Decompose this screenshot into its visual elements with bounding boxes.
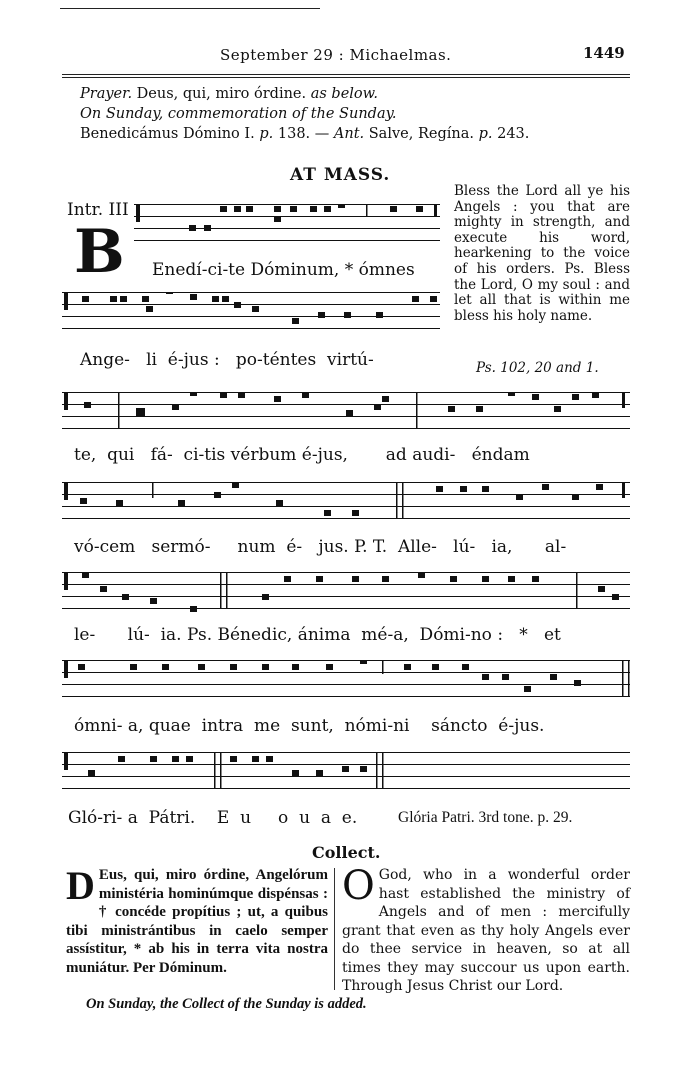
- rubric-sunday: On Sunday, commemoration of the Sunday.: [80, 106, 397, 122]
- lyric-line-6: ómni- a, quae intra me sunt, nómi-ni sáncto é-jus.: [74, 716, 545, 736]
- collect-english-initial: O: [342, 863, 375, 909]
- rubric-prayer: [80, 86, 378, 102]
- collect-heading: Collect.: [312, 843, 381, 862]
- collect-latin-text: Eus, qui, miro órdine, Angelórum ministéria hominúmque dispénsas : † concéde propítius ; ut, a quibus tibi ministrántibus in caelo semper assístitur, * ab his in terra vita nostra muniátur. Per Dóminum.: [66, 867, 328, 976]
- chant-staff-5: [62, 572, 630, 616]
- rubric-benedicamus-c: Salve, Regína.: [364, 126, 479, 142]
- header-rule: [62, 74, 630, 75]
- chant-staff-4: [62, 482, 630, 526]
- lyric-line-3: te, qui fá- ci-tis vérbum é-jus, ad audi- éndam: [74, 445, 530, 465]
- neumes-5: [62, 572, 630, 616]
- page-number: 1449: [583, 44, 625, 62]
- top-rule: [60, 8, 320, 9]
- rubric-prayer-label: Prayer.: [80, 86, 133, 102]
- neumes-6: [62, 660, 630, 704]
- at-mass-heading: AT MASS.: [290, 165, 391, 185]
- collect-english: [342, 863, 630, 996]
- running-header: September 29 : Michaelmas.: [220, 46, 452, 64]
- rubric-page-abbr-2: p.: [478, 126, 493, 142]
- rubric-benedicamus-d: 243.: [492, 126, 530, 142]
- lyric-line-2: Ange- li é-jus : po-téntes virtú-: [80, 350, 374, 370]
- chant-staff-6: [62, 660, 630, 704]
- rubric-prayer-text: Deus, qui, miro órdine.: [132, 86, 307, 102]
- rubric-ant: Ant.: [333, 126, 365, 142]
- collect-latin: [66, 863, 328, 977]
- neumes-7: [62, 752, 630, 796]
- rubric-page-abbr: p.: [259, 126, 274, 142]
- gloria-reference: Glória Patri. 3rd tone. p. 29.: [398, 809, 573, 826]
- rubric-prayer-tail: as below.: [306, 86, 378, 102]
- neumes-1: [134, 204, 440, 248]
- chant-staff-7: [62, 752, 630, 796]
- lyric-line-5: le- lú- ia. Ps. Bénedic, ánima mé-a, Dómi-no : * et: [74, 625, 561, 645]
- introit-label: Intr. III: [67, 200, 129, 220]
- chant-staff-2: [62, 292, 440, 336]
- neumes-4: [62, 482, 630, 526]
- footer-rubric: On Sunday, the Collect of the Sunday is added.: [86, 996, 367, 1012]
- lyric-line-1: Enedí-ci-te Dóminum, * ómnes: [152, 260, 415, 280]
- collect-english-text: God, who in a wonderful order hast established the ministry of Angels and of men : mercifully grant that even as thy holy Angels ever do thee service in heaven, so at all times they may succour us upon earth. Through Jesus Christ our Lord.: [342, 867, 630, 994]
- chant-staff-3: [62, 392, 630, 436]
- rubric-benedicamus-a: Benedicámus Dómino I.: [80, 126, 260, 142]
- rubric-benedicamus: [80, 126, 529, 142]
- introit-initial: B: [74, 217, 125, 287]
- column-divider: [334, 868, 335, 990]
- neumes-3: [62, 392, 630, 436]
- introit-citation: Ps. 102, 20 and 1.: [476, 360, 599, 376]
- lyric-line-4: vó-cem sermó- num é- jus. P. T. Alle- lú- ia, al-: [74, 537, 567, 557]
- lyric-line-7: Gló-ri- a Pátri. E u o u a e.: [68, 808, 358, 828]
- chant-staff-1: [134, 204, 440, 248]
- header-rule-2: [62, 77, 630, 78]
- collect-latin-initial: D: [66, 863, 95, 908]
- neumes-2: [62, 292, 440, 336]
- rubric-benedicamus-b: 138. —: [273, 126, 334, 142]
- introit-translation: Bless the Lord all ye his Angels : you that are mighty in strength, and execute his word, hearkening to the voice of his orders. Ps. Bless the Lord, O my soul : and let all that is within me bless his holy name.: [454, 183, 630, 324]
